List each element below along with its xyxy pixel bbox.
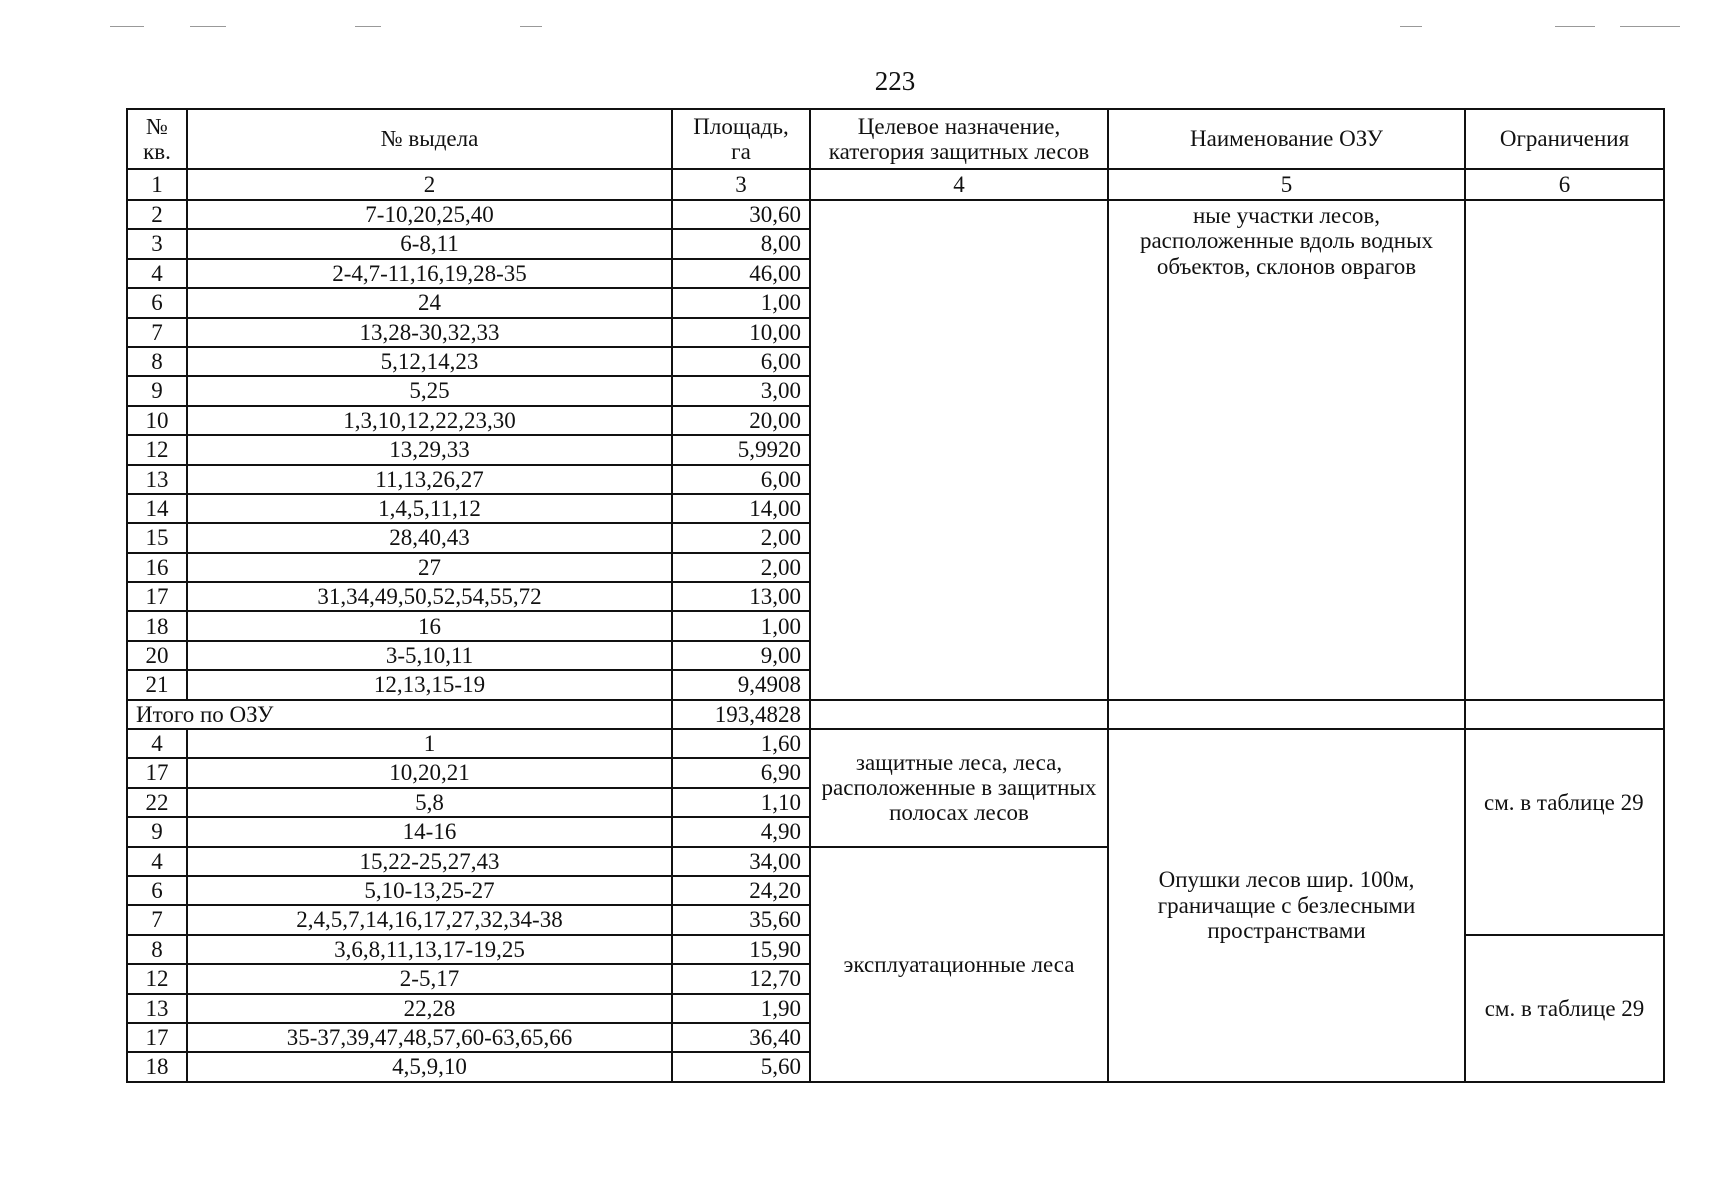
header-row [127, 109, 1664, 169]
cell-kvartal: 7 [127, 905, 187, 934]
scan-artifact-line [1555, 26, 1595, 27]
column-number: 1 [127, 169, 187, 200]
cell-area: 9,4908 [672, 670, 810, 699]
cell-kvartal: 14 [127, 494, 187, 523]
cell-vydel: 10,20,21 [187, 758, 672, 787]
cell-kvartal: 18 [127, 611, 187, 640]
cell-area: 6,90 [672, 758, 810, 787]
cell-kvartal: 8 [127, 347, 187, 376]
cell-empty [1465, 700, 1664, 729]
cell-area: 14,00 [672, 494, 810, 523]
cell-vydel: 15,22-25,27,43 [187, 847, 672, 876]
cell-vydel: 12,13,15-19 [187, 670, 672, 699]
cell-kvartal: 18 [127, 1052, 187, 1081]
cell-area: 1,90 [672, 994, 810, 1023]
cell-area: 10,00 [672, 318, 810, 347]
table-row [127, 729, 1664, 758]
cell-area: 6,00 [672, 347, 810, 376]
cell-area: 46,00 [672, 259, 810, 288]
cell-purpose-exploitation: эксплуатационные леса [810, 847, 1108, 1082]
cell-kvartal: 3 [127, 229, 187, 258]
cell-area: 6,00 [672, 465, 810, 494]
cell-vydel: 7-10,20,25,40 [187, 200, 672, 229]
cell-area: 1,10 [672, 788, 810, 817]
cell-vydel: 14-16 [187, 817, 672, 846]
scan-artifact-line [110, 26, 144, 27]
cell-vydel: 24 [187, 288, 672, 317]
scan-artifact-line [190, 26, 226, 27]
cell-vydel: 5,25 [187, 376, 672, 405]
cell-vydel: 2,4,5,7,14,16,17,27,32,34-38 [187, 905, 672, 934]
header-restrictions: Ограничения [1465, 109, 1664, 169]
cell-vydel: 6-8,11 [187, 229, 672, 258]
total-value: 193,4828 [672, 700, 810, 729]
cell-kvartal: 12 [127, 435, 187, 464]
cell-kvartal: 20 [127, 641, 187, 670]
cell-area: 2,00 [672, 553, 810, 582]
cell-kvartal: 16 [127, 553, 187, 582]
cell-area: 20,00 [672, 406, 810, 435]
cell-kvartal: 17 [127, 1023, 187, 1052]
cell-area: 13,00 [672, 582, 810, 611]
cell-empty [1108, 700, 1465, 729]
cell-area: 35,60 [672, 905, 810, 934]
cell-area: 1,00 [672, 611, 810, 640]
cell-area: 8,00 [672, 229, 810, 258]
cell-vydel: 2-4,7-11,16,19,28-35 [187, 259, 672, 288]
cell-kvartal: 15 [127, 523, 187, 552]
cell-restriction: см. в таблице 29 [1465, 935, 1664, 1082]
ozu-table [126, 108, 1665, 1083]
cell-purpose-empty [810, 200, 1108, 700]
cell-empty [810, 700, 1108, 729]
cell-ozu-name: Опушки лесов шир. 100м, граничащие с безлесными пространствами [1108, 729, 1465, 1082]
cell-vydel: 3-5,10,11 [187, 641, 672, 670]
cell-vydel: 22,28 [187, 994, 672, 1023]
cell-kvartal: 17 [127, 582, 187, 611]
table-row [127, 200, 1664, 229]
scan-artifact-line [520, 26, 542, 27]
cell-area: 2,00 [672, 523, 810, 552]
cell-area: 5,60 [672, 1052, 810, 1081]
page-number: 223 [874, 66, 916, 96]
cell-area: 30,60 [672, 200, 810, 229]
cell-restrictions-empty [1465, 200, 1664, 700]
column-number: 4 [810, 169, 1108, 200]
cell-area: 34,00 [672, 847, 810, 876]
cell-kvartal: 9 [127, 817, 187, 846]
cell-vydel: 13,28-30,32,33 [187, 318, 672, 347]
column-number: 2 [187, 169, 672, 200]
total-row [127, 700, 1664, 729]
scan-artifact-line [1620, 26, 1680, 27]
cell-area: 3,00 [672, 376, 810, 405]
cell-vydel: 4,5,9,10 [187, 1052, 672, 1081]
column-number: 5 [1108, 169, 1465, 200]
cell-vydel: 13,29,33 [187, 435, 672, 464]
cell-kvartal: 9 [127, 376, 187, 405]
cell-kvartal: 17 [127, 758, 187, 787]
cell-kvartal: 2 [127, 200, 187, 229]
cell-vydel: 28,40,43 [187, 523, 672, 552]
column-number: 3 [672, 169, 810, 200]
cell-area: 9,00 [672, 641, 810, 670]
cell-kvartal: 10 [127, 406, 187, 435]
cell-area: 24,20 [672, 876, 810, 905]
cell-kvartal: 13 [127, 465, 187, 494]
cell-restriction: см. в таблице 29 [1465, 729, 1664, 935]
cell-area: 5,9920 [672, 435, 810, 464]
cell-vydel: 27 [187, 553, 672, 582]
cell-vydel: 1,4,5,11,12 [187, 494, 672, 523]
cell-kvartal: 4 [127, 259, 187, 288]
cell-vydel: 5,10-13,25-27 [187, 876, 672, 905]
cell-kvartal: 4 [127, 729, 187, 758]
column-number: 6 [1465, 169, 1664, 200]
cell-ozu-name: ные участки лесов, расположенные вдоль водных объектов, склонов оврагов [1108, 200, 1465, 700]
cell-vydel: 31,34,49,50,52,54,55,72 [187, 582, 672, 611]
cell-area: 12,70 [672, 964, 810, 993]
cell-area: 1,00 [672, 288, 810, 317]
cell-area: 4,90 [672, 817, 810, 846]
cell-kvartal: 8 [127, 935, 187, 964]
cell-vydel: 2-5,17 [187, 964, 672, 993]
cell-vydel: 1 [187, 729, 672, 758]
cell-vydel: 5,12,14,23 [187, 347, 672, 376]
header-purpose: Целевое назначение, категория защитных лесов [810, 109, 1108, 169]
cell-purpose-protective: защитные леса, леса, расположенные в защитных полосах лесов [810, 729, 1108, 847]
scan-artifact-line [1400, 26, 1422, 27]
header-area: Площадь, га [672, 109, 810, 169]
cell-kvartal: 13 [127, 994, 187, 1023]
cell-vydel: 35-37,39,47,48,57,60-63,65,66 [187, 1023, 672, 1052]
cell-kvartal: 12 [127, 964, 187, 993]
header-kvartal: № кв. [127, 109, 187, 169]
cell-kvartal: 6 [127, 288, 187, 317]
scan-artifact-line [355, 26, 381, 27]
cell-kvartal: 6 [127, 876, 187, 905]
cell-area: 36,40 [672, 1023, 810, 1052]
cell-vydel: 1,3,10,12,22,23,30 [187, 406, 672, 435]
cell-kvartal: 7 [127, 318, 187, 347]
cell-kvartal: 22 [127, 788, 187, 817]
total-label: Итого по ОЗУ [127, 700, 672, 729]
cell-vydel: 5,8 [187, 788, 672, 817]
cell-kvartal: 21 [127, 670, 187, 699]
cell-area: 15,90 [672, 935, 810, 964]
header-vydel: № выдела [187, 109, 672, 169]
header-ozu-name: Наименование ОЗУ [1108, 109, 1465, 169]
cell-vydel: 3,6,8,11,13,17-19,25 [187, 935, 672, 964]
cell-kvartal: 4 [127, 847, 187, 876]
column-number-row [127, 169, 1664, 200]
cell-vydel: 11,13,26,27 [187, 465, 672, 494]
cell-vydel: 16 [187, 611, 672, 640]
cell-area: 1,60 [672, 729, 810, 758]
